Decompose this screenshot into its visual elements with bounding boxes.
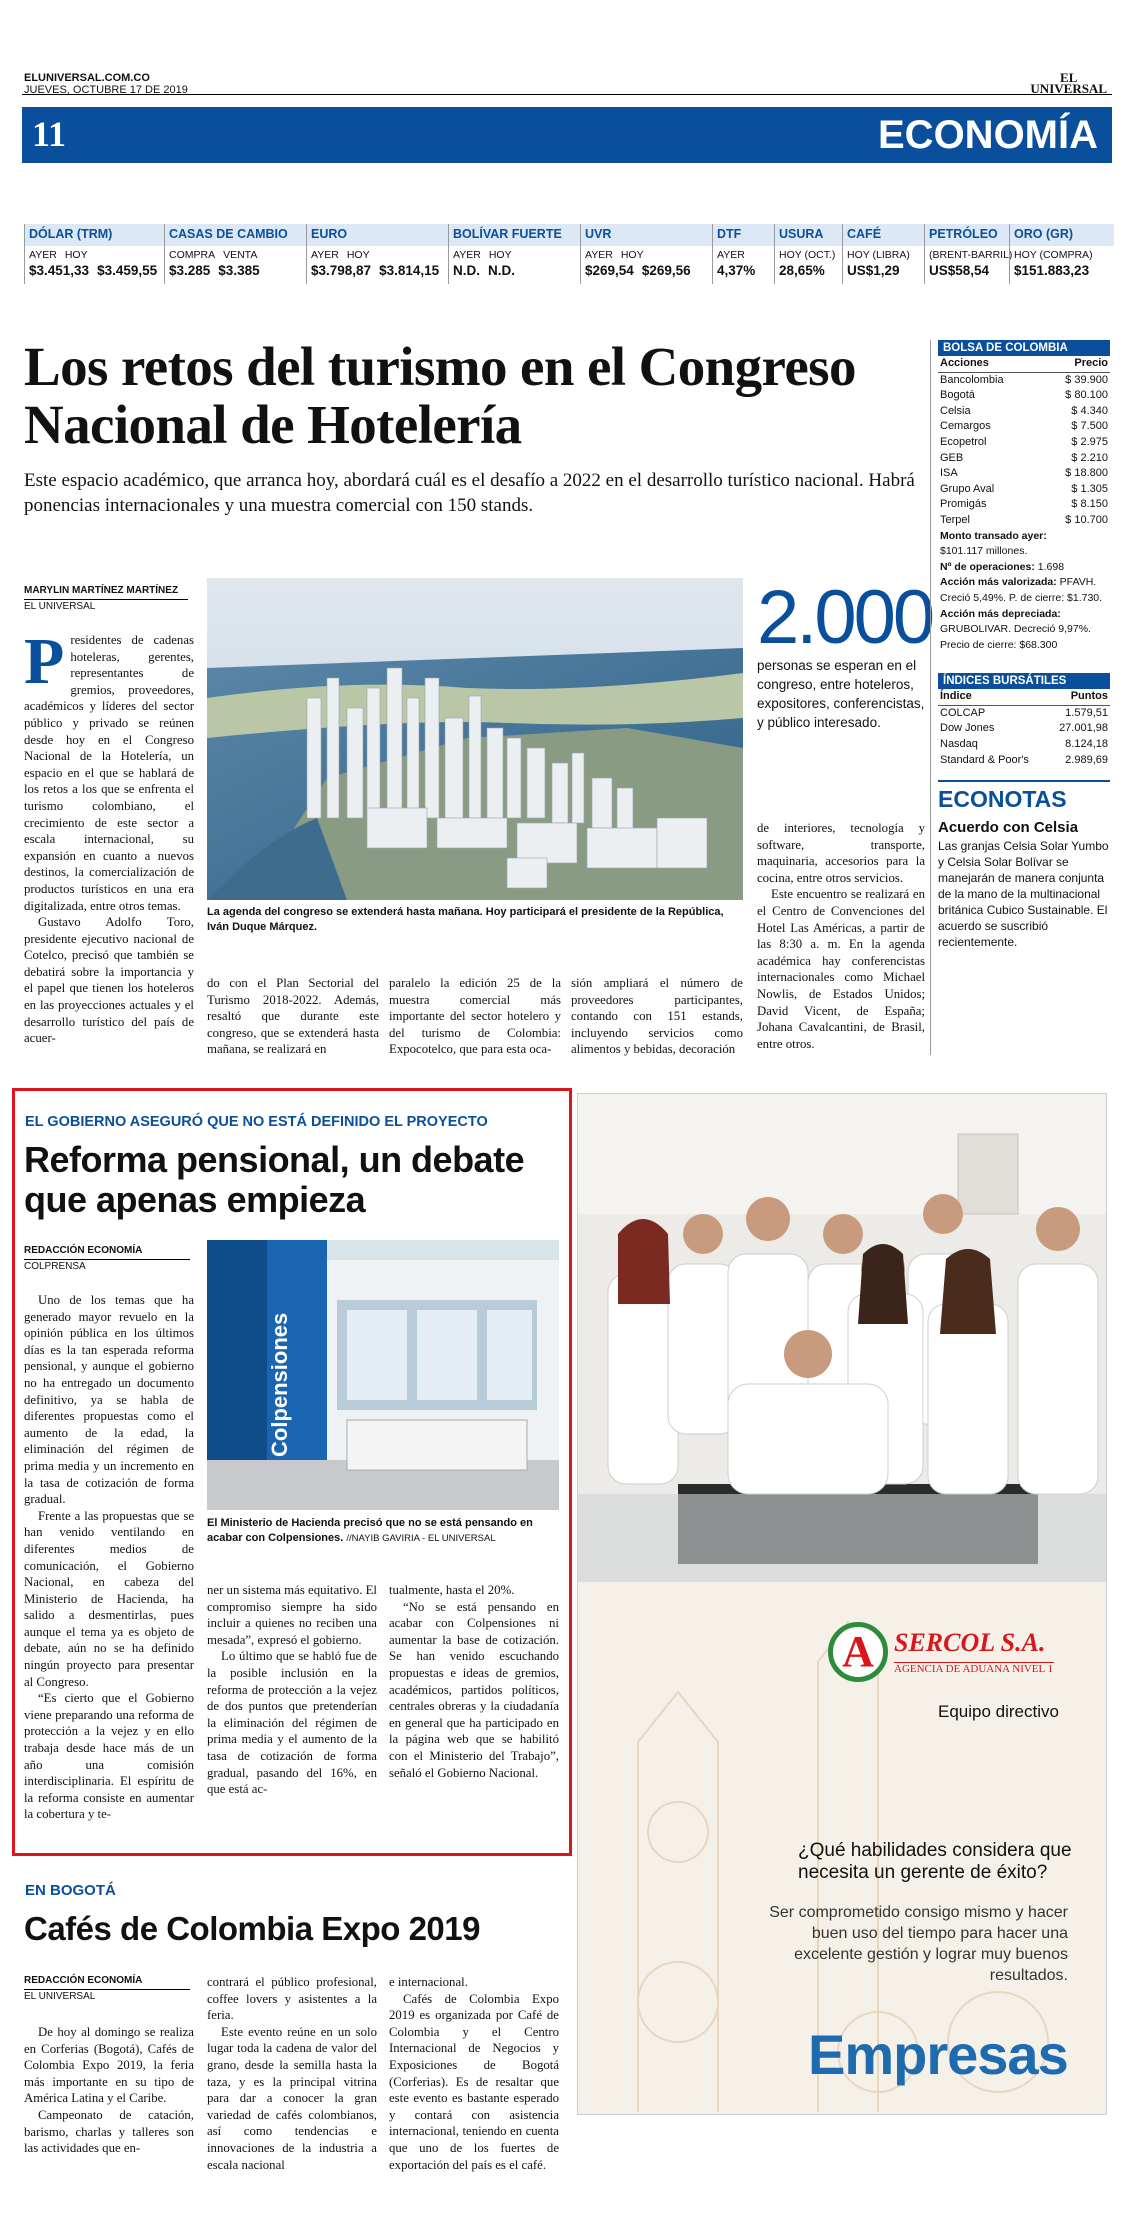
indices-title: ÍNDICES BURSÁTILES (938, 673, 1110, 689)
main-column-2 (207, 975, 379, 1058)
ticker-title: BOLÍVAR FUERTE (449, 224, 580, 246)
ticker-value: US$58,54 (929, 263, 990, 278)
table-row (938, 737, 1110, 753)
row-label: Standard & Poor's (940, 753, 1029, 766)
section-bar (22, 107, 1112, 163)
table-row (938, 721, 1110, 737)
row-label: Celsia (940, 404, 971, 417)
main-headline: Los retos del turismo en el Congreso Nacional de Hotelería (24, 336, 856, 455)
ticker-item (580, 224, 712, 284)
ticker-sublabels (449, 246, 580, 261)
row-value: $ 1.305 (1071, 482, 1108, 495)
row-value: $ 18.800 (1065, 467, 1108, 480)
cafes-column-3 (389, 1974, 559, 2173)
ticker-value: N.D. (453, 263, 480, 278)
ticker-title: ORO (GR) (1010, 224, 1114, 246)
stat-text: personas se esperan en el congreso, entre hoteleros, expositores, conferencistas, y público interesado. (757, 658, 925, 730)
newspaper-logo (1030, 72, 1107, 94)
row-value: $ 2.210 (1071, 451, 1108, 464)
ticker-value: $3.385 (218, 263, 260, 278)
ticker-item (1009, 224, 1114, 284)
main-col4-text: sión ampliará el número de proveedores participantes, contando con 151 estands, incluyendo servicios como alimentos y bebidas, decoración (571, 976, 743, 1057)
table-row (938, 404, 1110, 420)
ticker-values (1010, 261, 1114, 280)
table-row (938, 373, 1110, 389)
masthead-site (24, 72, 188, 96)
pension-headline: Reforma pensional, un debate que apenas empieza (24, 1139, 525, 1220)
pension-column-1 (24, 1292, 194, 1823)
pension-column-3 (389, 1582, 559, 1781)
table-row (938, 451, 1110, 467)
econotas-title: ECONOTAS (938, 786, 1067, 813)
main-col3-text: paralelo la edición 25 de la muestra comercial más importante del sector hotelero y del turismo de Colombia: Expocotelco, que para esta oca- (389, 976, 561, 1057)
cafes-col1b-text: Campeonato de catación, barismo, charlas y talleres son las actividades que en- (24, 2107, 194, 2156)
table-row (938, 753, 1110, 769)
ticker-values (925, 261, 1009, 280)
ticker-title: DÓLAR (TRM) (25, 224, 164, 246)
ticker-title: EURO (307, 224, 448, 246)
asercol-advertisement (577, 1093, 1107, 2115)
ticker-sublabels (843, 246, 924, 261)
ticker-sublabels (925, 246, 1013, 261)
ticker-title: CAFÉ (843, 224, 924, 246)
table-row (938, 388, 1110, 404)
ticker-value: 28,65% (779, 263, 825, 278)
pension-col2b-text: Lo último que se habló fue de la posible inclusión en la reforma de protección a la vejez de dos puntos que pretenderían la eliminación del régimen de prima media y el aumento de la tasa de cotización de forma gradual, pasando del 16%, en que está ac- (207, 1649, 377, 1797)
table-row (938, 419, 1110, 435)
cafes-col2b-text: Este evento reúne en un solo lugar toda la cadena de valor del grano, desde la semilla hasta la taza, y es la principal vitrina para dar a conocer la gran variedad de cafés colombianos, así como tendencias e innovaciones de la industria a escala nacional (207, 2024, 377, 2172)
ticker-sublabel: HOY (COMPRA) (1014, 249, 1093, 261)
econotas-rule (938, 780, 1110, 782)
table-row (938, 466, 1110, 482)
pension-column-2 (207, 1582, 377, 1798)
note3-label: Acción más valorizada: (940, 576, 1057, 589)
ticker-sublabels (775, 246, 842, 261)
ticker-item (712, 224, 774, 284)
indices-col-puntos: Puntos (1070, 690, 1108, 703)
row-label: Nasdaq (940, 738, 978, 751)
row-label: Grupo Aval (940, 482, 995, 495)
cartagena-photo (207, 578, 743, 900)
note3-value: PFAVH. (1059, 576, 1097, 589)
dropcap: P (24, 625, 65, 698)
ticker-sublabel: HOY (488, 249, 512, 261)
ticker-value: $3.459,55 (97, 263, 158, 278)
ticker-sublabel: HOY (346, 249, 370, 261)
ticker-sublabels (581, 246, 712, 261)
pension-byline (24, 1244, 190, 1273)
row-label: Bancolombia (940, 373, 1004, 386)
row-value: 8.124,18 (1065, 738, 1108, 751)
table-row (938, 706, 1110, 722)
note4-detail: Precio de cierre: $68.300 (940, 638, 1058, 651)
ticker-values (25, 261, 164, 280)
main-col1-text: residentes de cadenas hoteleras, gerentes, representantes de gremios, proveedores, académicos y líderes del sector público y privado se reúnen desde hoy en el Congreso Nacional de la Hotelería, un espacio en el que se hablará de los retos a los que se enfrenta el turismo colombiano, el crecimiento de este sector a escala internacional, su expansión en cuanto a nuevos destinos, la comercialización de productos turísticos en una era digitalizada, entre otros temas. (24, 633, 194, 913)
note2-value: 1.698 (1037, 560, 1065, 573)
ad-answer: Ser comprometido consigo mismo y hacer buen uso del tiempo para hacer una excelente gestión y lograr muy buenos resultados. (769, 1904, 1068, 1984)
row-label: Dow Jones (940, 722, 995, 735)
main-col5b-text: Este encuentro se realizará en el Centro de Convenciones del Hotel Las Américas, a partir de las 8:30 a. m. En la agenda académica hay conferencistas internacionales como Michael Nowlis, de Estados Unidos; David Vicent, de España; Johana Cavalcantini, de Brasil, entre otros. (757, 887, 925, 1051)
ticker-item (774, 224, 842, 284)
ticker-value: $3.285 (169, 263, 211, 278)
bolsa-col-acciones: Acciones (940, 357, 989, 369)
table-row (938, 497, 1110, 513)
ticker-sublabels (165, 246, 306, 261)
table-row (938, 482, 1110, 498)
row-label: Bogotá (940, 389, 975, 402)
bolsa-col-precio: Precio (1074, 357, 1108, 369)
cafes-col3-text: e internacional. (389, 1975, 468, 1989)
main-col5a-text: de interiores, tecnología y software, transporte, maquinaria, accesorios para la cocina, entre otros servicios. (757, 821, 925, 885)
cafes-headline: Cafés de Colombia Expo 2019 (24, 1910, 480, 1947)
ticker-value: $269,56 (641, 263, 691, 278)
ticker-title: CASAS DE CAMBIO (165, 224, 306, 246)
cafes-byline (24, 1974, 190, 2003)
ticker-sublabel: AYER (585, 249, 613, 261)
ticker-sublabels (713, 246, 774, 261)
ticker-values (307, 261, 448, 280)
author-name: MARYLIN MARTÍNEZ MARTÍNEZ (24, 584, 188, 600)
note4-value: GRUBOLIVAR. Decreció 9,97%. (940, 623, 1091, 636)
ticker-sublabel: (BRENT-BARRIL) (929, 249, 1013, 261)
row-value: 27.001,98 (1059, 722, 1108, 735)
pension-kicker: EL GOBIERNO ASEGURÓ QUE NO ESTÁ DEFINIDO EL PROYECTO (25, 1114, 488, 1130)
row-value: $ 4.340 (1071, 404, 1108, 417)
row-value: $ 8.150 (1071, 498, 1108, 511)
pension-outlet: COLPRENSA (24, 1261, 86, 1272)
page-number: 11 (32, 114, 67, 154)
ticker-value: $3.814,15 (379, 263, 440, 278)
ticker-sublabel: HOY (620, 249, 644, 261)
market-ticker (24, 224, 1114, 284)
market-sidebar (938, 340, 1110, 950)
pension-photo-credit: //NAYIB GAVIRIA - EL UNIVERSAL (346, 1533, 496, 1544)
econotas-text: Las granjas Celsia Solar Yumbo y Celsia Solar Bolívar se manejarán de manera conjunta de la mano de la multinacional británica Cubico Sustainable. El acuerdo se suscribió recientemente. (938, 839, 1109, 950)
ticker-value: $3.798,87 (311, 263, 372, 278)
stat-number: 2.000 (757, 575, 933, 660)
cafes-outlet: EL UNIVERSAL (24, 1991, 96, 2002)
cafes-col3b-text: Cafés de Colombia Expo 2019 es organizada por Café de Colombia y el Centro Internacional de Negocios y Exposiciones de Bogotá (Corferias). Es de resaltar que este evento es bastante esperado y contará con asistencia internacional, teniendo en cuenta que uno de los fuertes de exportación del país es el café. (389, 1991, 559, 2172)
ad-question: ¿Qué habilidades considera que necesita un gerente de éxito? (798, 1840, 1072, 1883)
bolsa-header (938, 356, 1110, 373)
ticker-sublabels (1010, 246, 1114, 261)
ticker-item (24, 224, 164, 284)
table-row (938, 513, 1110, 529)
indices-header (938, 689, 1110, 706)
ticker-value: N.D. (488, 263, 515, 278)
main-column-1 (24, 625, 194, 1047)
row-label: Ecopetrol (940, 435, 987, 448)
bolsa-note-4 (938, 607, 1110, 654)
ticker-value: 4,37% (717, 263, 756, 278)
ticker-title: DTF (713, 224, 774, 246)
ticker-value: $151.883,23 (1014, 263, 1090, 278)
indices-rows (938, 706, 1110, 768)
main-column-3 (389, 975, 561, 1058)
cafes-author: REDACCIÓN ECONOMÍA (24, 1974, 190, 1990)
ticker-sublabel: HOY (LIBRA) (847, 249, 910, 261)
cafes-col2-text: contrará el público profesional, coffee lovers y asistentes a la feria. (207, 1975, 377, 2023)
note3-detail: Creció 5,49%. P. de cierre: $1.730. (940, 591, 1103, 604)
pension-photo-caption (207, 1516, 559, 1546)
cafes-col1-text: De hoy al domingo se realiza en Corferias (Bogotá), Cafés de Colombia Expo 2019, la feria más importante en su tipo de América Latina y el Caribe. (24, 2025, 194, 2106)
cafes-column-2 (207, 1974, 377, 2173)
bolsa-title: BOLSA DE COLOMBIA (938, 340, 1110, 356)
ticker-title: PETRÓLEO (925, 224, 1009, 246)
ticker-values (843, 261, 924, 280)
row-value: $ 39.900 (1065, 373, 1108, 386)
sidebar-divider (930, 340, 931, 1055)
ticker-values (775, 261, 842, 280)
main-photo-caption: La agenda del congreso se extenderá hasta mañana. Hoy participará el presidente de la República, Iván Duque Márquez. (207, 906, 724, 933)
author-outlet: EL UNIVERSAL (24, 601, 96, 612)
colpensiones-sign: Colpensiones (267, 1312, 292, 1458)
row-label: Promigás (940, 498, 987, 511)
ticker-value: $269,54 (585, 263, 634, 278)
row-value: 1.579,51 (1065, 706, 1108, 719)
note1-value: $101.117 millones. (940, 545, 1028, 558)
asercol-tagline: AGENCIA DE ADUANA NIVEL 1 (894, 1663, 1054, 1675)
ticker-sublabel: AYER (29, 249, 57, 261)
pension-author: REDACCIÓN ECONOMÍA (24, 1244, 190, 1260)
ticker-sublabel: AYER (311, 249, 339, 261)
logo-line2: UNIVERSAL (1030, 81, 1107, 96)
ticker-item (924, 224, 1013, 284)
main-col2-text: do con el Plan Sectorial del Turismo 2018-2022. Además, resaltó que durante este congreso, que se extenderá hasta mañana, se realizará en (207, 976, 379, 1057)
row-value: $ 2.975 (1071, 435, 1108, 448)
econotas-subtitle: Acuerdo con Celsia (938, 819, 1079, 837)
bolsa-note-3 (938, 575, 1110, 606)
row-label: GEB (940, 451, 964, 464)
main-byline (24, 584, 188, 613)
bolsa-rows (938, 373, 1110, 529)
ticker-sublabel: VENTA (223, 249, 258, 261)
header-rule (22, 94, 1112, 95)
note2-label: Nº de operaciones: (940, 560, 1035, 573)
bolsa-note-1 (938, 529, 1110, 560)
pension-col3-text: tualmente, hasta el 20%. (389, 1583, 515, 1597)
row-label: ISA (940, 467, 958, 480)
note4-label: Acción más depreciada: (940, 607, 1061, 620)
ad-footer-brand: Empresas (808, 2023, 1068, 2086)
section-title: ECONOMÍA (878, 113, 1098, 157)
cafes-kicker: EN BOGOTÁ (25, 1882, 116, 1899)
table-row (938, 435, 1110, 451)
row-value: $ 7.500 (1071, 420, 1108, 433)
main-col1b-text: Gustavo Adolfo Toro, presidente ejecutivo nacional de Cotelco, precisó que también se debatirá sobre la importancia y el papel que tienen los hoteleros en las proyecciones actuales y el desarrollo turístico del país de acuer- (24, 915, 194, 1046)
logo-line1: EL (1060, 70, 1078, 85)
ticker-sublabels (25, 246, 164, 261)
ticker-values (581, 261, 712, 280)
main-column-5 (757, 820, 925, 1052)
colpensiones-photo (207, 1240, 559, 1510)
note1-label: Monto transado ayer: (940, 529, 1047, 542)
asercol-logo-icon: A (828, 1622, 888, 1682)
issue-date: JUEVES, OCTUBRE 17 DE 2019 (24, 84, 188, 96)
ticker-title: UVR (581, 224, 712, 246)
ticker-value: $3.451,33 (29, 263, 90, 278)
ticker-item (842, 224, 924, 284)
pension-col2-text: ner un sistema más equitativo. El compromiso siempre ha sido incluir a quienes no reciben una mesada”, expresó el gobierno. (207, 1583, 377, 1647)
team-photo (578, 1094, 1106, 1582)
ticker-title: USURA (775, 224, 842, 246)
row-value: $ 10.700 (1065, 513, 1108, 526)
ticker-sublabel: HOY (OCT.) (779, 249, 836, 261)
ticker-sublabel: AYER (717, 249, 745, 261)
ticker-values (449, 261, 580, 280)
ticker-sublabel: AYER (453, 249, 481, 261)
ticker-sublabels (307, 246, 448, 261)
row-label: Cemargos (940, 420, 991, 433)
ticker-item (448, 224, 580, 284)
cafes-column-1 (24, 2024, 194, 2157)
pension-col3b-text: “No se está pensando en acabar con Colpensiones ni aumentar la base de cotización. Se han venido escuchando propuestas e ideas de gremios, académicos, partidos políticos, centrales obreras y la ciudadanía en general que ha participado en la página web que se habilitó con el Ministerio del Trabajo”, señaló el Gobierno Nacional. (389, 1599, 559, 1780)
ad-team-label: Equipo directivo (938, 1702, 1059, 1721)
main-column-4 (571, 975, 743, 1058)
row-value: 2.989,69 (1065, 753, 1108, 766)
ticker-sublabel: HOY (64, 249, 88, 261)
row-label: COLCAP (940, 706, 986, 719)
pension-col1c-text: “Es cierto que el Gobierno viene preparando una reforma de protección a la vejez y en ello trabaja desde hace más de un año una comisión interdisciplinaria. El espíritu de la reforma consiste en aumentar la cobertura y te- (24, 1691, 194, 1822)
ticker-values (713, 261, 774, 280)
ticker-item (164, 224, 306, 284)
asercol-brand: SERCOL S.A. (894, 1628, 1046, 1657)
site-url: ELUNIVERSAL.COM.CO (24, 72, 150, 84)
bolsa-note-2 (938, 560, 1110, 576)
row-label: Terpel (940, 513, 970, 526)
pension-caption-text: El Ministerio de Hacienda precisó que no se está pensando en acabar con Colpensiones. (207, 1517, 533, 1544)
ticker-item (306, 224, 448, 284)
ticker-value: US$1,29 (847, 263, 900, 278)
ticker-sublabel: COMPRA (169, 249, 216, 261)
ad-lower-panel (578, 1582, 1106, 2114)
indices-col-indice: Índice (940, 690, 972, 703)
pension-col1-text: Uno de los temas que ha generado mayor revuelo en la opinión pública en los últimos días es la tan esperada reforma pensional, y aunque el gobierno no ha entregado un documento definitivo, ya se habla de diferentes propuestas como el aumento de la edad, la eliminación del régimen de prima media y un incremento en la tasa de cotización de forma gradual. (24, 1293, 194, 1507)
ticker-values (165, 261, 306, 280)
main-deck: Este espacio académico, que arranca hoy, abordará cuál es el desafío a 2022 en el desarrollo turístico nacional. Habrá ponencias internacionales y una muestra comercial con 150 stands. (24, 470, 915, 516)
row-value: $ 80.100 (1065, 389, 1108, 402)
pension-col1b-text: Frente a las propuestas que se han venido ventilando en diferentes medios de comunicación, el Gobierno Nacional, en cabeza del Ministerio de Hacienda, ha salido a desmentirlas, pues aunque el tema ya es objeto de debate, aún no se ha definido ningún proyecto para presentar al Congreso. (24, 1508, 194, 1689)
